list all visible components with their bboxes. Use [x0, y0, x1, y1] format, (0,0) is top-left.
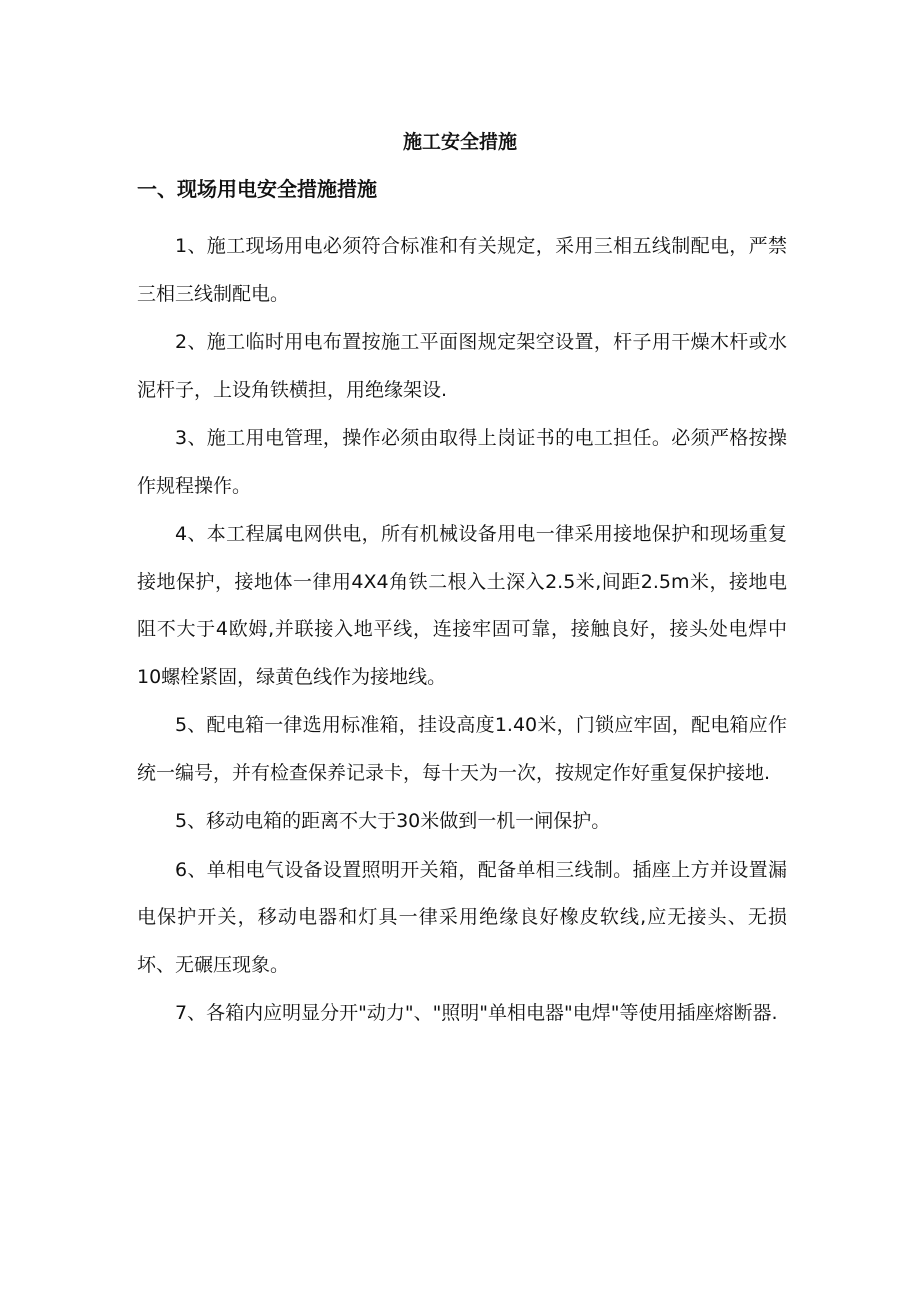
paragraph-8: 7、各箱内应明显分开"动力"、"照明"单相电器"电焊"等使用插座熔断器.	[175, 1002, 778, 1024]
paragraph-7: 6、单相电气设备设置照明开关箱，配备单相三线制。插座上方并设置漏电保护开关，移动电器和灯具一律采用绝缘良好橡皮软线,应无接头、无损坏、无碾压现象。	[137, 858, 787, 976]
document-body	[137, 223, 787, 1039]
paragraph-3: 3、施工用电管理，操作必须由取得上岗证书的电工担任。必须严格按操作规程操作。	[137, 427, 787, 497]
document-title: 施工安全措施	[402, 131, 517, 153]
paragraph-5: 5、配电箱一律选用标准箱，挂设高度1.40米，门锁应牢固，配电箱应作统一编号，并有检查保养记录卡，每十天为一次，按规定作好重复保护接地.	[137, 714, 787, 784]
section-heading: 一、现场用电安全措施措施	[137, 177, 377, 201]
paragraph-1: 1、施工现场用电必须符合标准和有关规定，采用三相五线制配电，严禁三相三线制配电。	[137, 235, 787, 305]
paragraph-2: 2、施工临时用电布置按施工平面图规定架空设置，杆子用干燥木杆或水泥杆子，上设角铁横担，用绝缘架设.	[137, 331, 787, 401]
paragraph-6: 5、移动电箱的距离不大于30米做到一机一闸保护。	[175, 810, 611, 832]
paragraph-4: 4、本工程属电网供电，所有机械设备用电一律采用接地保护和现场重复接地保护，接地体一律用4X4角铁二根入土深入2.5米,间距2.5m米，接地电阻不大于4欧姆,并联接入地平线，连接牢固可靠，接触良好，接头处电焊中10螺栓紧固，绿黄色线作为接地线。	[137, 523, 787, 688]
